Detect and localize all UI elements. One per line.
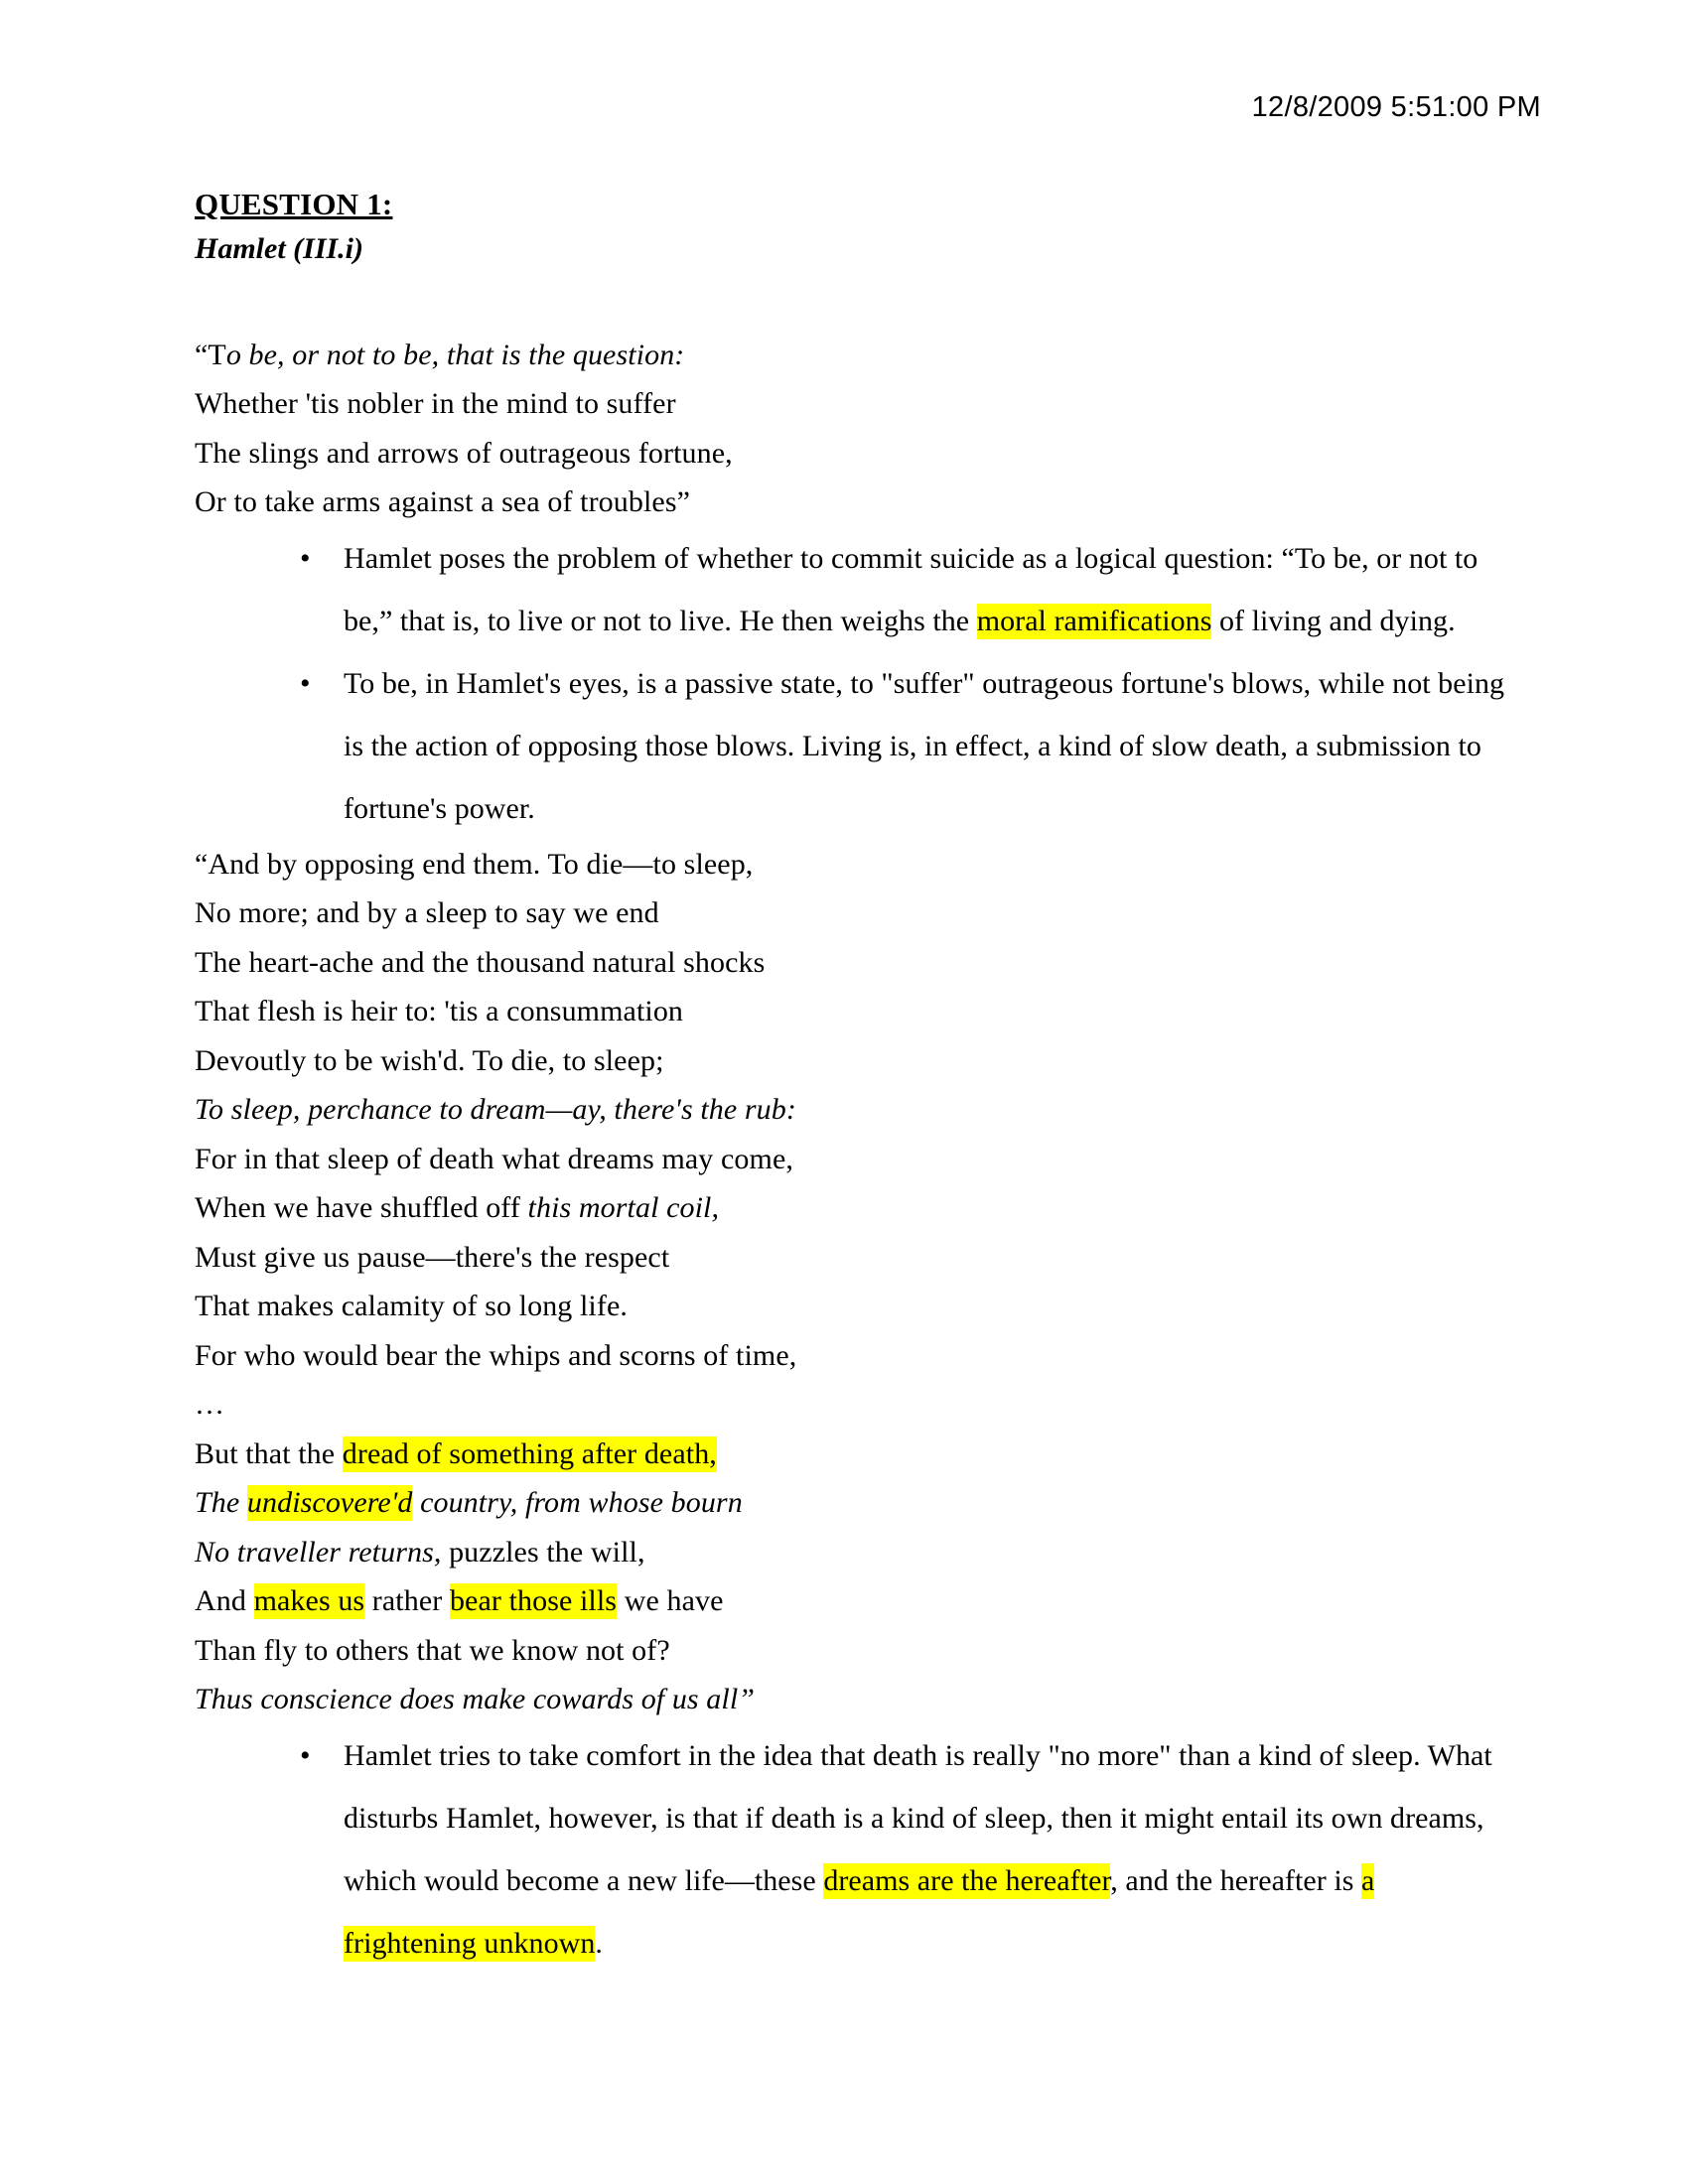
verse-line [195, 1528, 1505, 1577]
verse-line [195, 987, 1505, 1036]
highlighted-text: undiscovere'd [246, 1486, 413, 1519]
text-run: For who would bear the whips and scorns of time, [195, 1338, 797, 1372]
text-run: of living and dying. [1211, 604, 1456, 637]
text-run: rather [364, 1584, 450, 1617]
highlighted-text: a frightening unknown [344, 1863, 1375, 1960]
highlighted-text: dread of something after death, [342, 1436, 717, 1470]
quote-block-1 [195, 331, 1505, 527]
bullet-list-1 [195, 527, 1505, 840]
text-run: That flesh is heir to: 'tis a consummation [195, 995, 684, 1027]
text-run: No traveller returns, [195, 1535, 442, 1569]
highlighted-text: makes us [253, 1584, 365, 1617]
text-run: “And by opposing end them. To die—to sleep, [195, 847, 754, 881]
spacer [195, 269, 1505, 331]
text-run: When we have shuffled off [195, 1191, 528, 1224]
bullet-dot-icon: • [300, 666, 311, 700]
bullet-dot-icon: • [300, 1738, 311, 1772]
bullet-item [195, 1724, 1505, 1975]
text-run: Hamlet poses the problem of whether to commit suicide as a logical question: “To be, or not to be,” that is, to live or not to live. He then weighs the [344, 541, 1478, 637]
text-run: “T [195, 338, 226, 371]
document-body [195, 185, 1505, 1975]
highlighted-text: dreams are the hereafter [823, 1863, 1111, 1897]
text-run: o be, or not to be, that is the question: [225, 338, 685, 371]
text-run: . [595, 1926, 603, 1960]
quote-block-2 [195, 840, 1505, 1430]
text-run: No more; and by a sleep to say we end [195, 896, 659, 929]
text-run: The [195, 1486, 247, 1519]
text-run: To sleep, perchance to dream—ay, there's the rub: [195, 1093, 796, 1126]
text-run: That makes calamity of so long life. [195, 1290, 628, 1322]
text-run: this mortal coil, [527, 1191, 720, 1224]
text-run: Devoutly to be wish'd. To die, to sleep; [195, 1043, 664, 1077]
text-run: Thus conscience does make cowards of us all” [195, 1683, 756, 1715]
verse-line [195, 1430, 1505, 1479]
page-title: QUESTION 1: [195, 187, 393, 221]
text-run: And [195, 1584, 254, 1617]
bullet-item [195, 652, 1505, 840]
verse-line [195, 1576, 1505, 1626]
play-reference: Hamlet (III.i) [195, 231, 363, 265]
verse-line [195, 1626, 1505, 1676]
text-run: … [195, 1388, 227, 1421]
verse-line [195, 1036, 1505, 1086]
text-run: we have [617, 1584, 724, 1617]
text-run: But that the [195, 1436, 343, 1470]
bullet-dot-icon: • [300, 541, 311, 575]
verse-line: The slings and arrows of outrageous fortune, [195, 436, 733, 470]
quote-block-3 [195, 1430, 1505, 1724]
text-run: The heart-ache and the thousand natural shocks [195, 945, 766, 979]
verse-line [195, 938, 1505, 988]
text-run: Than fly to others that we know not of? [195, 1633, 670, 1667]
text-run: country, from whose bourn [412, 1486, 743, 1519]
verse-line [195, 1675, 1505, 1724]
bullet-text [344, 1739, 1492, 1962]
text-run: Hamlet tries to take comfort in the idea that death is really "no more" than a kind of sleep. What disturbs Hamlet, however, is that if death is a kind of sleep, then it might entail its own dreams, which would become a new life—these [344, 1738, 1492, 1897]
highlighted-text: moral ramifications [976, 604, 1212, 637]
highlighted-text: bear those ills [449, 1584, 618, 1617]
verse-line [195, 1478, 1505, 1528]
text-run: To be, in Hamlet's eyes, is a passive state, to "suffer" outrageous fortune's blows, while not being is the action of opposing those blows. Living is, in effect, a kind of slow death, a submission to fortune's power. [344, 666, 1505, 825]
verse-line [195, 888, 1505, 938]
bullet-text [344, 667, 1504, 825]
bullet-item [195, 527, 1505, 652]
text-run: Must give us pause—there's the respect [195, 1240, 670, 1274]
verse-line [195, 1282, 1505, 1331]
ellipsis-line [195, 1380, 1505, 1430]
page-header [1252, 91, 1541, 124]
verse-line [195, 1331, 1505, 1381]
verse-line [195, 1183, 1505, 1233]
text-run: For in that sleep of death what dreams may come, [195, 1142, 793, 1175]
verse-line [195, 1233, 1505, 1283]
verse-line: Or to take arms against a sea of troubles” [195, 485, 691, 518]
verse-line [195, 1135, 1505, 1184]
text-run: , and the hereafter is [1110, 1863, 1361, 1897]
text-run: puzzles the will, [441, 1535, 645, 1569]
verse-line: Whether 'tis nobler in the mind to suffer [195, 387, 676, 420]
header-timestamp: 12/8/2009 5:51:00 PM [1251, 91, 1541, 123]
verse-line [195, 840, 1505, 889]
verse-line [195, 331, 1505, 380]
verse-line [195, 1085, 1505, 1135]
bullet-list-2 [195, 1724, 1505, 1975]
bullet-text [344, 542, 1477, 639]
